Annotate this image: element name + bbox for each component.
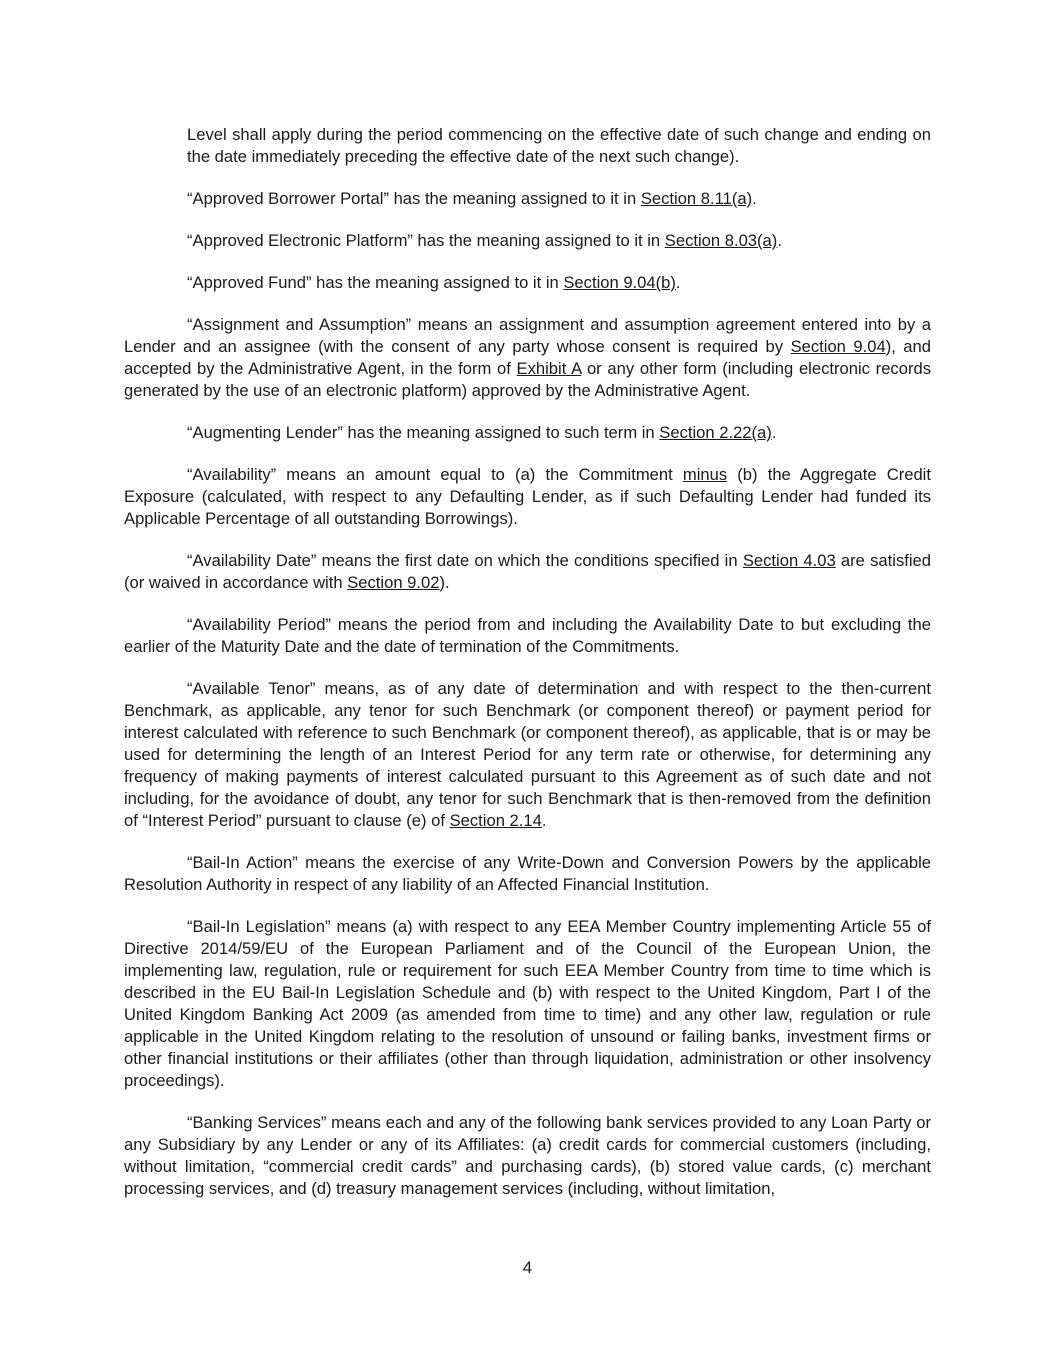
- section-reference: Section 8.11(a): [640, 189, 753, 208]
- document-page: [124, 124, 931, 1220]
- text-run: “Bail-In Legislation” means (a) with respect to any EEA Member Country implementing Article 55 of Directive 2014/59/EU of the European Parliament and of the Council of the European Union, the implementing law, regulation, rule or requirement for such EEA Member Country from time to time which is described in the EU Bail-In Legislation Schedule and (b) with respect to the United Kingdom, Part I of the United Kingdom Banking Act 2009 (as amended from time to time) and any other law, regulation or rule applicable in the United Kingdom relating to the resolution of unsound or failing banks, investment firms or other financial institutions or their affiliates (other than through liquidation, administration or other insolvency proceedings).: [124, 917, 931, 1090]
- section-reference: Section 2.22(a): [659, 423, 772, 442]
- section-reference: Section 9.04: [790, 337, 886, 356]
- definition-available-tenor: [124, 678, 931, 832]
- section-reference: Section 2.14: [449, 811, 542, 830]
- text-run: .: [777, 231, 782, 250]
- text-run: “Availability Period” means the period from and including the Availability Date to but excluding the earlier of the Maturity Date and the date of termination of the Commitments.: [124, 615, 931, 656]
- text-run: “Approved Borrower Portal” has the meaning assigned to it in: [187, 189, 641, 208]
- definition-assignment-and-assumption: [124, 314, 931, 402]
- text-run: “Augmenting Lender” has the meaning assigned to such term in: [187, 423, 660, 442]
- text-run: “Available Tenor” means, as of any date of determination and with respect to the then-current Benchmark, as applicable, any tenor for such Benchmark (or component thereof) or payment period for interest calculated with reference to such Benchmark (or component thereof), as applicable, that is or may be used for determining the length of an Interest Period for any term rate or otherwise, for determining any frequency of making payments of interest calculated pursuant to this Agreement as of such date and not including, for the avoidance of doubt, any tenor for such Benchmark that is then-removed from the definition of “Interest Period” pursuant to clause (e) of: [124, 679, 931, 830]
- text-run: or any other form (including electronic records generated by the use of an electronic platform) approved by the Administrative Agent.: [124, 359, 931, 400]
- definition-availability-date: [124, 550, 931, 594]
- text-run: (b) the Aggregate Credit Exposure (calculated, with respect to any Defaulting Lender, as if such Defaulting Lender had funded its Applicable Percentage of all outstanding Borrowings).: [124, 465, 931, 528]
- text-run: “Availability Date” means the first date on which the conditions specified in: [187, 551, 743, 570]
- definition-approved-electronic-platform: [124, 230, 931, 252]
- text-run: .: [771, 423, 777, 442]
- text-run: .: [541, 811, 547, 830]
- emphasis-minus: minus: [682, 465, 728, 484]
- text-run: “Assignment and Assumption” means an assignment and assumption agreement entered into by a Lender and an assignee (with the consent of any party whose consent is required by: [124, 315, 931, 356]
- definition-availability-period: [124, 614, 931, 658]
- text-run: are satisfied (or waived in accordance with: [124, 551, 932, 592]
- text-run: “Approved Fund” has the meaning assigned to it in: [187, 273, 564, 292]
- section-reference: Section 8.03(a): [664, 231, 778, 250]
- definition-banking-services: [124, 1112, 931, 1200]
- text-run: “Banking Services” means each and any of the following bank services provided to any Loan Party or any Subsidiary by any Lender or any of its Affiliates: (a) credit cards for commercial customers (including, without limitation, “commercial credit cards” and purchasing cards), (b) stored value cards, (c) merchant processing services, and (d) treasury management services (including, without limitation,: [124, 1113, 931, 1198]
- section-reference: Section 9.04(b): [563, 273, 676, 292]
- definition-availability: [124, 464, 931, 530]
- exhibit-reference: Exhibit A: [516, 359, 582, 378]
- text-run: “Availability” means an amount equal to (a) the Commitment: [187, 465, 683, 484]
- section-reference: Section 9.02: [347, 573, 440, 592]
- text-run: .: [752, 189, 757, 208]
- paragraph-level-continuation: [124, 124, 931, 168]
- text-run: ), and accepted by the Administrative Agent, in the form of: [124, 337, 931, 378]
- text-run: ).: [439, 573, 450, 592]
- definition-bail-in-legislation: [124, 916, 931, 1092]
- definition-approved-borrower-portal: [124, 188, 931, 210]
- definition-bail-in-action: [124, 852, 931, 896]
- page-number: 4: [522, 1258, 533, 1277]
- section-reference: Section 4.03: [742, 551, 836, 570]
- text-run: .: [675, 273, 681, 292]
- definition-approved-fund: [124, 272, 931, 294]
- text-run: “Approved Electronic Platform” has the meaning assigned to it in: [187, 231, 665, 250]
- definition-augmenting-lender: [124, 422, 931, 444]
- text-run: Level shall apply during the period commencing on the effective date of such change and ending on the date immediately preceding the effective date of the next such change).: [187, 125, 931, 166]
- text-run: “Bail-In Action” means the exercise of any Write-Down and Conversion Powers by the applicable Resolution Authority in respect of any liability of an Affected Financial Institution.: [124, 853, 931, 894]
